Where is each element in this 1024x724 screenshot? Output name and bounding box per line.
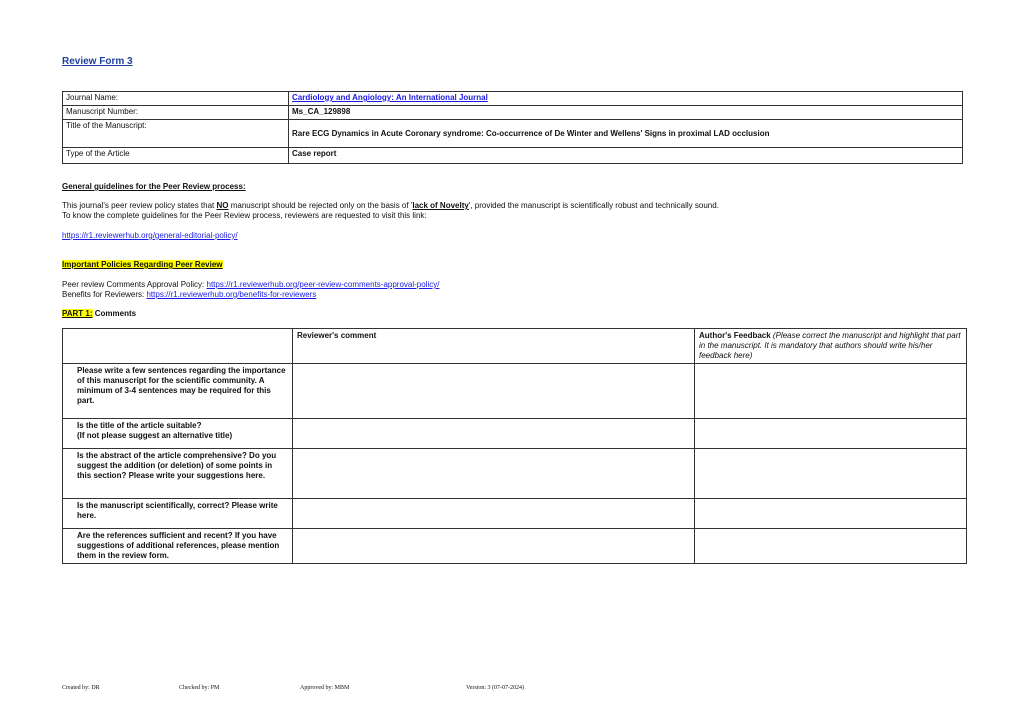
reviewer-comment-cell[interactable] <box>293 529 695 564</box>
article-type-value: Case report <box>289 148 963 164</box>
question-references: Are the references sufficient and recent? If you have suggestions of additional references, please mention them in the review form. <box>63 529 293 564</box>
manuscript-info-table <box>62 91 963 164</box>
info-row-journal <box>63 92 963 106</box>
author-feedback-cell[interactable] <box>695 419 967 449</box>
manuscript-number-value: Ms_CA_129898 <box>289 106 963 120</box>
question-abstract: Is the abstract of the article comprehensive? Do you suggest the addition (or deletion) of some points in this section? Please write your suggestions here. <box>63 449 293 499</box>
table-row <box>63 364 967 419</box>
form-title: Review Form 3 <box>62 56 133 67</box>
journal-name-link[interactable]: Cardiology and Angiology: An International Journal <box>289 92 963 106</box>
approval-policy-link[interactable]: https://r1.reviewerhub.org/peer-review-comments-approval-policy/ <box>206 280 440 289</box>
author-feedback-cell[interactable] <box>695 499 967 529</box>
question-title: Is the title of the article suitable? (If not please suggest an alternative title) <box>63 419 293 449</box>
footer-approved: Approved by: MBM <box>300 685 350 691</box>
author-feedback-cell[interactable] <box>695 529 967 564</box>
author-feedback-cell[interactable] <box>695 449 967 499</box>
empty-header-cell <box>63 329 293 364</box>
info-row-manuscript-number <box>63 106 963 120</box>
guidelines-heading: General guidelines for the Peer Review process: <box>62 182 246 191</box>
info-label: Title of the Manuscript: <box>63 120 289 148</box>
comments-header-row <box>63 329 967 364</box>
info-row-article-type <box>63 148 963 164</box>
part1-heading: PART 1: Comments <box>62 309 137 318</box>
reviewer-comment-cell[interactable] <box>293 419 695 449</box>
novelty-emphasis: lack of Novelty <box>412 201 469 210</box>
info-label: Journal Name: <box>63 92 289 106</box>
question-importance: Please write a few sentences regarding the importance of this manuscript for the scientific community. A minimum of 3-4 sentences may be required for this part. <box>63 364 293 419</box>
footer-checked: Checked by: PM <box>179 685 220 691</box>
footer-version: Version: 3 (07-07-2024) <box>466 685 524 691</box>
guidelines-text: This journal's peer review policy states that NO manuscript should be rejected only on the basis of 'lack of Novelty', provided the manuscript is scientifically robust and technically sound. To know the complete guidelines for the Peer Review process, reviewers are requested to visit this link: <box>62 201 719 220</box>
info-label: Type of the Article <box>63 148 289 164</box>
author-feedback-header: Author's Feedback (Please correct the manuscript and highlight that part in the manuscript. It is mandatory that authors should write his/her feedback here) <box>695 329 967 364</box>
no-emphasis: NO <box>216 201 229 210</box>
comments-table <box>62 328 967 564</box>
table-row <box>63 419 967 449</box>
editorial-policy-link[interactable]: https://r1.reviewerhub.org/general-editorial-policy/ <box>62 231 238 240</box>
policies-text: Peer review Comments Approval Policy: https://r1.reviewerhub.org/peer-review-comments-approval-policy/ Benefits for Reviewers: https://r1.reviewerhub.org/benefits-for-reviewers <box>62 280 440 299</box>
benefits-link[interactable]: https://r1.reviewerhub.org/benefits-for-reviewers <box>146 290 317 299</box>
table-row <box>63 449 967 499</box>
manuscript-title-value: Rare ECG Dynamics in Acute Coronary syndrome: Co-occurrence of De Winter and Wellens' Signs in proximal LAD occlusion <box>289 120 963 148</box>
reviewer-comment-cell[interactable] <box>293 499 695 529</box>
table-row <box>63 529 967 564</box>
question-scientific: Is the manuscript scientifically, correct? Please write here. <box>63 499 293 529</box>
info-row-title <box>63 120 963 148</box>
reviewer-comment-cell[interactable] <box>293 364 695 419</box>
table-row <box>63 499 967 529</box>
reviewer-comment-cell[interactable] <box>293 449 695 499</box>
author-feedback-cell[interactable] <box>695 364 967 419</box>
footer-created: Created by: DR <box>62 685 100 691</box>
reviewer-comment-header: Reviewer's comment <box>293 329 695 364</box>
info-label: Manuscript Number: <box>63 106 289 120</box>
policies-heading: Important Policies Regarding Peer Review <box>62 260 223 269</box>
